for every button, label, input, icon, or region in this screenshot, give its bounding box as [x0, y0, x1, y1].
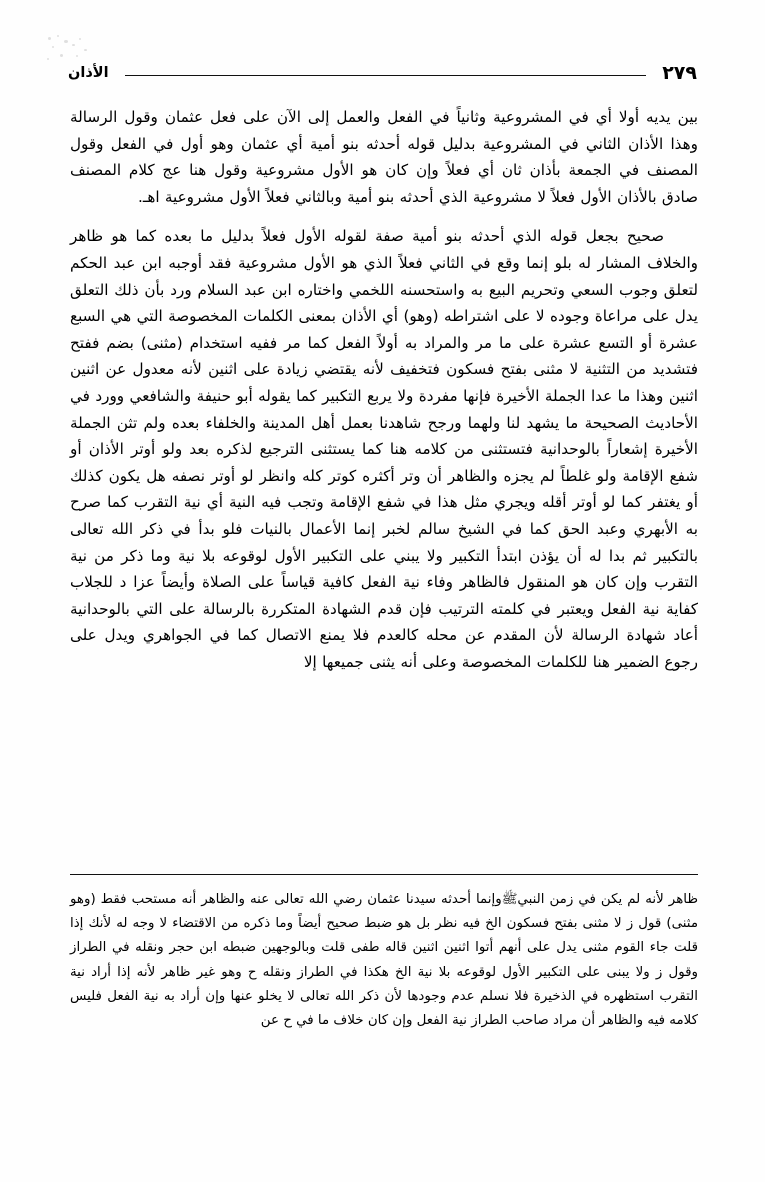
prophet-honorific-icon: ﷺ — [501, 892, 518, 907]
page-number: ٢٧٩ — [662, 62, 697, 84]
footnote-text — [70, 888, 698, 1033]
paragraph-2: صحيح بجعل قوله الذي أحدثه بنو أمية صفة لقوله الأول فعلاً بدليل ما بعده كما هو ظاهر والخلاف المشار له بلو إنما وقع في الثاني فعلاً الذي هو الأول مشروعية فقد أوجبه ابن عبد الحكم لتعلق وجوب السعي وتحريم البيع به واستحسنه اللخمي واختاره ابن عبد السلام ورد بأن ذلك التعلق يدل على مراعاة وجوده لا على اشتراطه (وهو) أي الأذان بمعنى الكلمات المخصوصة التي هي السبع عشرة أو التسع عشرة على ما مر والمراد به أولاً الفعل كما مر ففيه استخدام (مثنى) بضم ففتح فتشديد من التثنية لا مثنى بفتح فسكون فتخفيف لأنه يقتضي زيادة على اثنين لأنه معدول عن اثنين اثنين وهذا ما عدا الجملة الأخيرة فإنها مفردة ولا يربع التكبير كما يقوله أبو حنيفة والشافعي وورد في الأحاديث الصحيحة ما يشهد لنا ولهما ورجح شاهدنا بعمل أهل المدينة والخلفاء بعده ولم تثن الجملة الأخيرة إشعاراً بالوحدانية فتستثنى من كلامه هنا كما يستثنى الترجيع لذكره بعد ولو أوتر الأذان أو شفع الإقامة ولو غلطاً لم يجزه والظاهر أن وتر أكثره كوتر كله وانظر لو أوتر نصفه هل يكون كذلك أو يغتفر كما لو أوتر أقله ويجري مثل هذا في شفع الإقامة وتجب فيه النية أي نية التقرب كما صرح به الأبهري وعبد الحق كما في الشيخ سالم لخبر إنما الأعمال بالنيات فلو بدأ في ذكر الله تعالى بالتكبير ثم بدا له أن يؤذن ابتدأ التكبير ولا يبني على التكبير الأول لوقوعه بلا نية وما ذكر من نية التقرب وإن كان هو المنقول فالظاهر وفاء نية الفعل كافية قياساً على الصلاة وأيضاً عزا د للجلاب كفاية نية الفعل ويعتبر في كلمته الترتيب فإن قدم الشهادة المتكررة بالرسالة على التي بالوحدانية أعاد شهادة الرسالة لأن المقدم عن محله كالعدم فلا يمنع الاتصال كما في الجواهري ويدل على رجوع الضمير هنا للكلمات المخصوصة وعلى أنه يثنى جميعها إلا — [70, 227, 698, 671]
footnote-block — [70, 888, 698, 1033]
main-text-body — [70, 104, 698, 675]
header-divider-rule — [125, 75, 647, 76]
chapter-title: الأذان — [68, 65, 109, 81]
footnote-separator-rule — [70, 874, 698, 875]
footnote-text-part-1: ظاهر لأنه لم يكن في زمن النبي — [517, 892, 698, 907]
page-header — [68, 58, 697, 88]
paragraph-1: بين يديه أولا أي في المشروعية وثانياً في الفعل والعمل إلى الآن على فعل عثمان وقول الرسالة وهذا الأذان الثاني في المشروعية بدليل قوله أحدثه بنو أمية أي عثمان وهو أول في الفعل وقول المصنف في الجمعة بأذان ثان أي فعلاً وإن كان هو الأول مشروعية وقول هنا عج كلام المصنف صادق بالأذان الأول فعلاً لا مشروعية الذي أحدثه بنو أمية وبالثاني فعلاً الأول مشروعية اهـ. — [70, 108, 698, 206]
footnote-text-part-2: وإنما أحدثه سيدنا عثمان رضي الله تعالى عنه والظاهر أنه مستحب فقط (وهو مثنى) قول ز لا مثنى بفتح فسكون الخ فيه نظر بل هو ضبط صحيح أيضاً وما ذكره من الاقتضاء لا وجه له لأنك إذا قلت جاء القوم مثنى يدل على أنهم أتوا اثنين اثنين قاله طفى قلت وبالوجهين ضبطه ابن حجر ونقله في الطراز وقول ز ولا يبنى على التكبير الأول لوقوعه بلا نية الخ هكذا في الطراز ونقله ح وهو غير ظاهر لأنه إذا أراد نية التقرب استظهره في الذخيرة فلا نسلم عدم وجودها لأن ذكر الله تعالى لا يخلو عنها وإن أراد به نية الفعل فليس كلامه فيه والظاهر أن مراد صاحب الطراز نية الفعل وإن كان خلاف ما في ح عن — [70, 892, 698, 1029]
